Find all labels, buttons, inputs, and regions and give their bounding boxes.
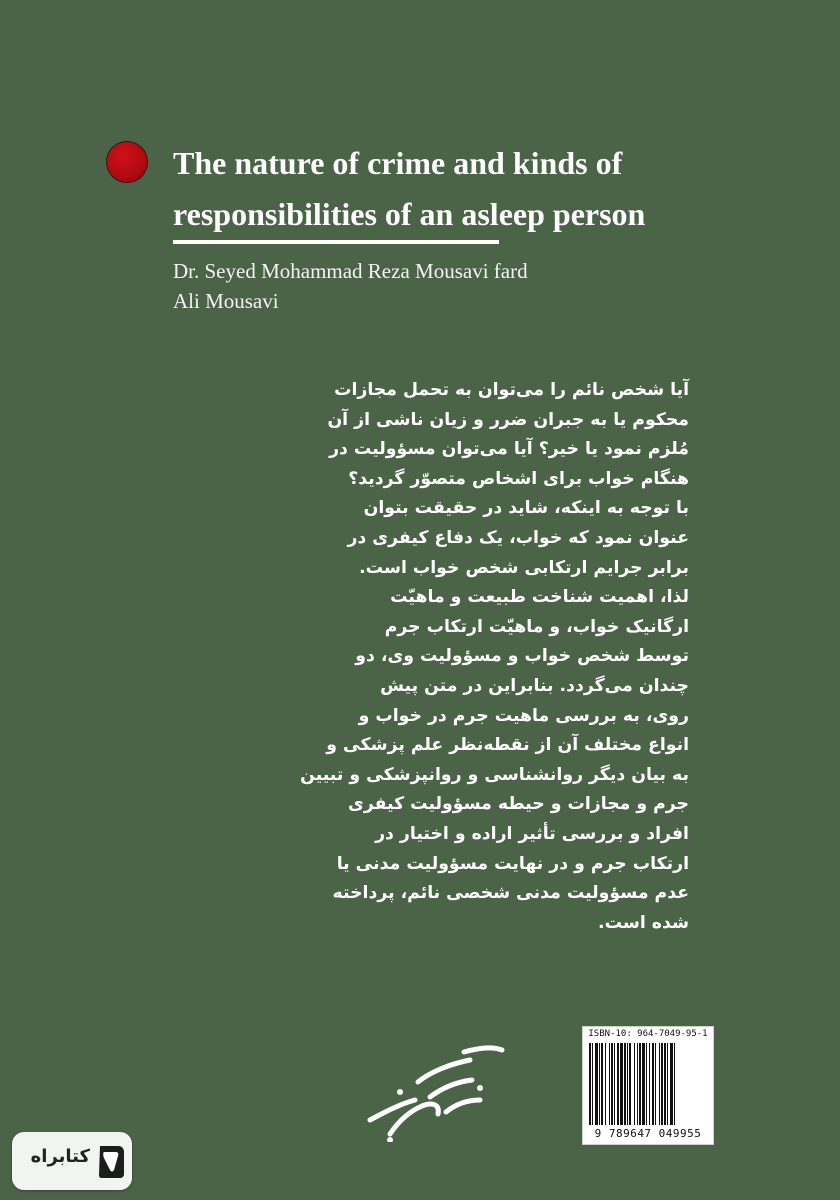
author-2: Ali Mousavi: [173, 289, 279, 313]
description-line: توسط شخص خواب و مسؤولیت وی، دو: [355, 646, 689, 667]
description-line: محکوم یا به جبران ضرر و زیان ناشی از آن: [327, 409, 689, 430]
title-divider: [173, 240, 499, 244]
description-line: مُلزم نمود یا خیر؟ آیا می‌توان مسؤولیت در: [329, 439, 689, 460]
publisher-logo-icon: [360, 1042, 510, 1142]
title-line-2: responsibilities of an asleep person: [173, 196, 646, 232]
description-line: ارتکاب جرم و در نهایت مسؤولیت مدنی یا: [336, 853, 689, 874]
description-line: انواع مختلف آن از نقطه‌نظر علم پزشکی و: [326, 735, 689, 756]
isbn-label: ISBN-10: 964-7049-95-1: [588, 1029, 708, 1039]
description-line: لذا، اهمیت شناخت طبیعت و ماهیّت: [390, 587, 689, 608]
red-dot-icon: [107, 142, 147, 182]
title-line-1: The nature of crime and kinds of: [173, 145, 623, 181]
description-line: عدم مسؤولیت مدنی شخصی نائم، پرداخته: [332, 883, 689, 904]
description-line: به بیان دیگر روانشناسی و روانپزشکی و تبیین: [300, 764, 689, 785]
book-description: [300, 376, 689, 938]
watermark-text: کتابراه: [30, 1146, 90, 1167]
description-line: آیا شخص نائم را می‌توان به تحمل مجازات: [334, 380, 689, 400]
description-line: جرم و مجازات و حیطه مسؤولیت کیفری: [348, 794, 689, 815]
authors: [173, 256, 528, 316]
description-line: برابر جرایم ارتکابی شخص خواب است.: [359, 557, 689, 578]
description-line: روی، به بررسی ماهیت جرم در خواب و: [358, 705, 689, 726]
book-logo-icon: [96, 1142, 126, 1180]
book-title: [173, 138, 693, 240]
description-line: چندان می‌گردد. بنابراین در متن پیش: [380, 675, 689, 696]
author-1: Dr. Seyed Mohammad Reza Mousavi fard: [173, 259, 528, 283]
description-line: ارگانیک خواب، و ماهیّت ارتکاب جرم: [384, 616, 689, 637]
description-line: هنگام خواب برای اشخاص متصوّر گردید؟: [348, 468, 689, 489]
description-line: افراد و بررسی تأثیر اراده و اختیار در: [375, 823, 689, 844]
barcode: [582, 1026, 714, 1145]
description-line: شده است.: [598, 912, 689, 933]
barcode-bars: [589, 1043, 707, 1125]
kitabrah-watermark: [12, 1132, 132, 1190]
description-line: عنوان نمود که خواب، یک دفاع کیفری در: [347, 527, 689, 548]
description-line: با توجه به اینکه، شاید در حقیقت بتوان: [363, 498, 689, 519]
barcode-number: 9 789647 049955: [594, 1127, 702, 1140]
